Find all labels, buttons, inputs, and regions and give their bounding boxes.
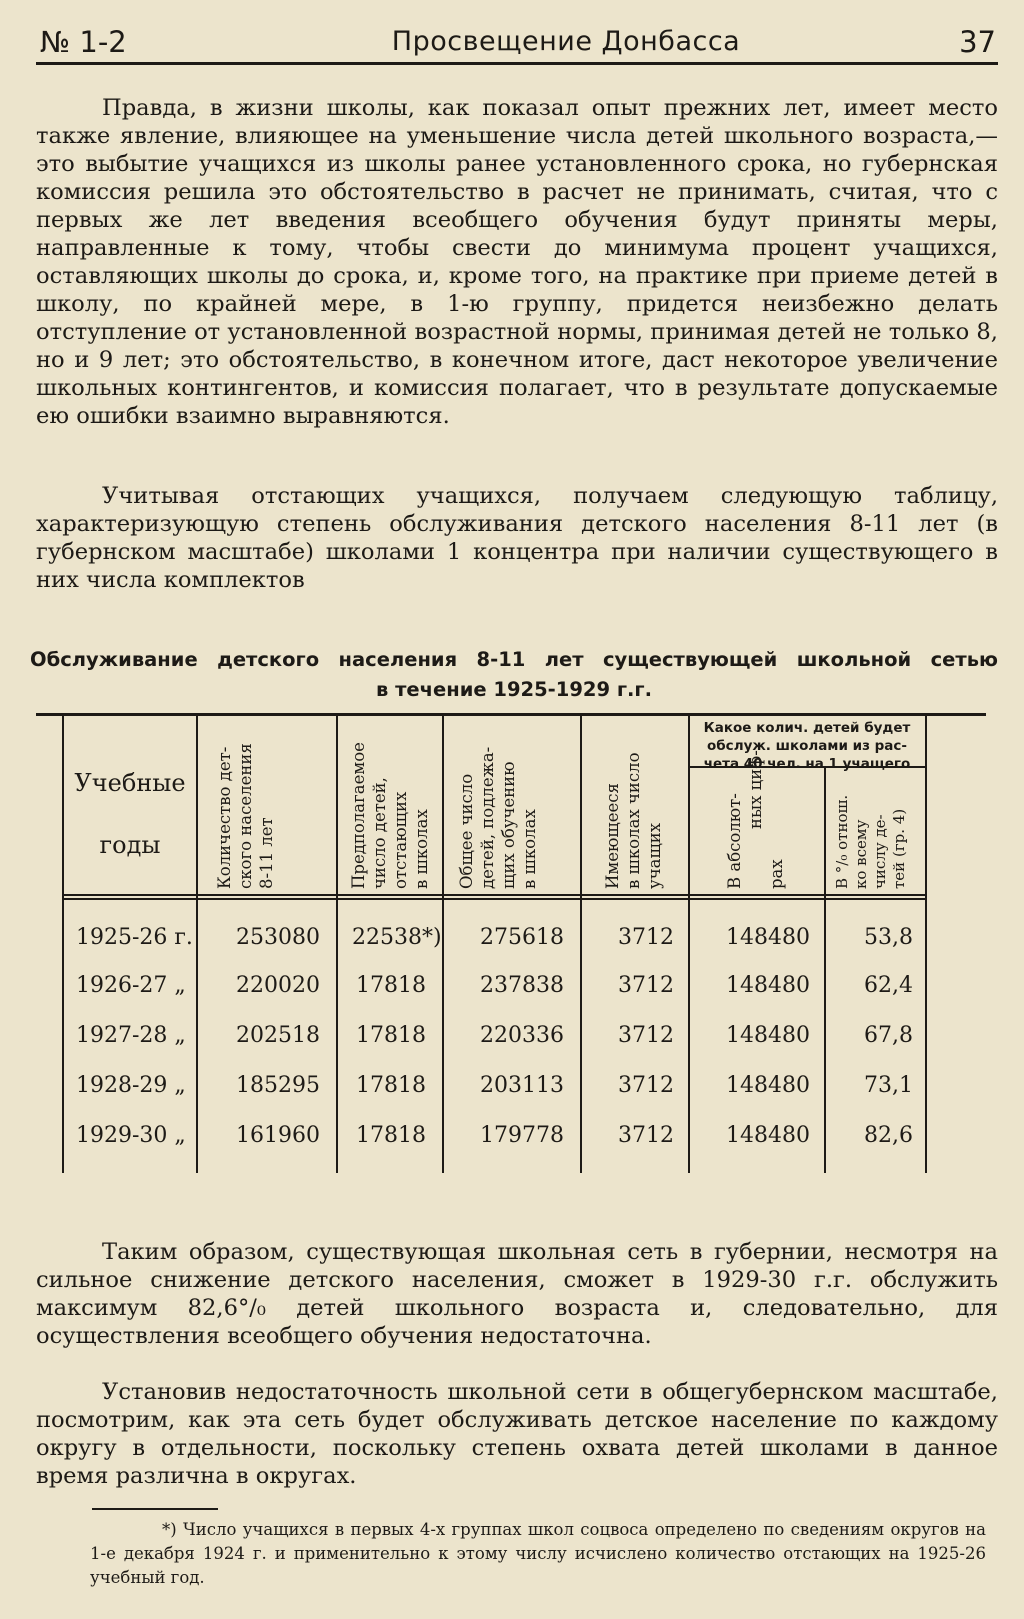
table-caption-period: в течение 1925-1929 г.г.: [375, 678, 653, 701]
table-row: 1929-30 „ 161960 17818 179778 3712 148480 82,6: [76, 1123, 913, 1148]
paragraph-2: Учитывая отстающих учащихся, получаем следующую таблицу, характеризующую степень обслуживания детского населения 8-11 лет (в губернском масштабе) школами 1 концентра при наличии существующего в них числа комплектов: [36, 483, 998, 593]
table-row: 1925-26 г. 253080 22538*) 275618 3712 148480 53,8: [76, 925, 913, 950]
page-header: [36, 22, 998, 66]
footnote-rule: [92, 1508, 218, 1510]
header-rule: [36, 62, 998, 65]
header-population: Количество дет- ского населения 8-11 лет: [215, 743, 276, 889]
paragraph-4: Установив недостаточность школьной сети в общегубернском масштабе, посмотрим, как эта сеть будет обслуживать детское население по каждому округу в отдельности, поскольку степень охвата детей школами в данное время различна в округах.: [36, 1379, 998, 1489]
header-percent: В °/₀ отнош. ко всему числу де- тей (гр. 4): [833, 794, 908, 889]
table-row: 1926-27 „ 220020 17818 237838 3712 148480 62,4: [76, 973, 913, 998]
years-header: Учебные годы: [74, 769, 186, 859]
paragraph-1: Правда, в жизни школы, как показал опыт прежних лет, имеет место также явление, влияющее на уменьшение числа детей школьного возраста,—это выбытие учащихся из школы ранее установленного срока, но губернская комиссия решила это обстоятельство в расчет не принимать, считая, что с первых же лет введения всеобщего обучения будут приняты меры, направленные к тому, чтобы свести до минимума процент учащихся, оставляющих школы до срока, и, кроме того, на практике при приеме детей в школу, по крайней мере, в 1-ю группу, придется неизбежно делать отступление от установленной возрастной нормы, принимая детей не только 8, но и 9 лет; это обстоятельство, в конечном итоге, даст некоторое увеличение школьных контингентов, и комиссия полагает, что в результате допускаемые ею ошибки взаимно выравняются.: [36, 95, 998, 429]
header-teachers: Имеющееся в школах число учащих: [603, 752, 664, 889]
footnote: *) Число учащихся в первых 4-х группах школ соцвоса определено по сведениям округов на 1-е декабря 1924 г. и применительно к этому числу исчислено количество отстающих на 1925-26 учебный год.: [90, 1520, 986, 1587]
header-lagging: Предполагаемое число детей, отстающих в школах: [349, 742, 431, 889]
page-number: 37: [959, 25, 996, 59]
header-bottom-rule: [64, 894, 926, 896]
paragraph-3: Таким образом, существующая школьная сеть в губернии, несмотря на сильное снижение детского населения, сможет в 1929-30 г.г. обслужить максимум 82,6°/₀ детей школьного возраста и, следовательно, для осуществления всеобщего обучения недостаточна.: [36, 1239, 998, 1349]
header-absolute: В абсолют- ных циф- рах: [725, 750, 786, 889]
group-header-served: Какое колич. детей будет обслуж. школами из рас- чета 40 чел. на 1 учащего: [703, 720, 911, 772]
table-top-rule: [36, 713, 986, 716]
table-row: 1927-28 „ 202518 17818 220336 3712 148480 67,8: [76, 1023, 913, 1048]
journal-title: Просвещение Донбасса: [391, 26, 741, 57]
header-total-children: Общее число детей, подлежа- щих обучению в школах: [457, 746, 539, 889]
table-row: 1928-29 „ 185295 17818 203113 3712 148480 73,1: [76, 1073, 913, 1098]
header-bottom-rule-2: [64, 898, 926, 900]
issue-number: № 1-2: [40, 25, 127, 59]
table-caption: Обслуживание детского населения 8-11 лет существующей школьной сетью: [30, 648, 998, 671]
